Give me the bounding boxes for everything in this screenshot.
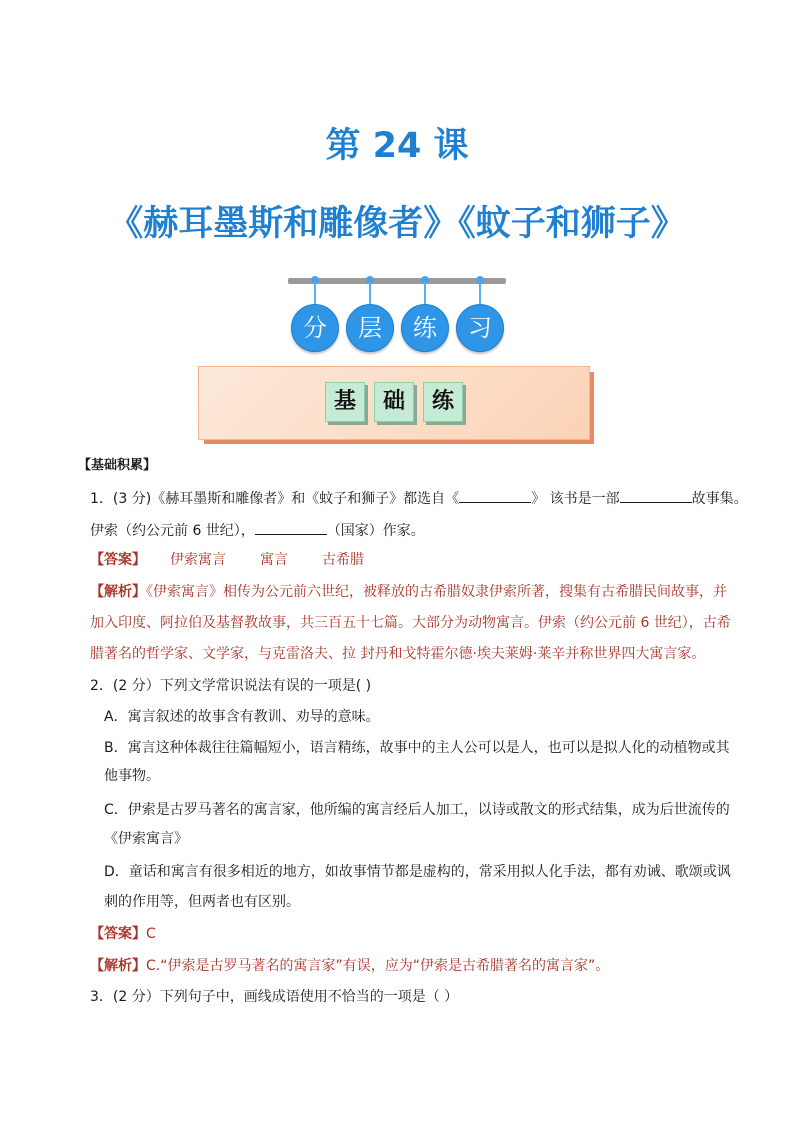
hanging-string bbox=[424, 282, 426, 304]
q2-option-b: B．寓言这种体裁往往篇幅短小，语言精练，故事中的主人公可以是人，也可以是拟人化的动植物或其 bbox=[104, 740, 730, 756]
q1-answer: 【答案】 伊索寓言 寓言 古希腊 bbox=[90, 552, 364, 568]
circle-char-lian: 练 bbox=[401, 304, 449, 352]
q2-option-d: D．童话和寓言有很多相近的地方，如故事情节都是虚构的，常采用拟人化手法，都有劝诫、歌颂或讽 bbox=[104, 864, 731, 880]
hanging-string bbox=[369, 282, 371, 304]
lesson-number: 第 24 课 bbox=[325, 126, 469, 166]
q2-option-c-cont: 《伊索寓言》 bbox=[104, 831, 188, 847]
banner-tile: 础 bbox=[374, 382, 414, 422]
q2-option-c: C．伊索是古罗马著名的寓言家，他所编的寓言经后人加工，以诗或散文的形式结集，成为后世流传的 bbox=[104, 802, 730, 818]
hanging-string bbox=[479, 282, 481, 304]
banner-tile: 基 bbox=[325, 382, 365, 422]
circle-char-ceng: 层 bbox=[346, 304, 394, 352]
lesson-title: 《赫耳墨斯和雕像者》《蚊子和狮子》 bbox=[108, 204, 686, 244]
hanging-string bbox=[314, 282, 316, 304]
q2-stem: 2．(2 分）下列文学常识说法有误的一项是( ) bbox=[90, 678, 372, 694]
q2-option-d-cont: 刺的作用等，但两者也有区别。 bbox=[104, 894, 300, 910]
circle-char-xi: 习 bbox=[456, 304, 504, 352]
q1-analysis-line3: 腊著名的哲学家、文学家，与克雷洛夫、拉 封丹和戈特霍尔德·埃夫莱姆·莱辛并称世界四大寓言家。 bbox=[90, 646, 706, 662]
banner-tile: 练 bbox=[423, 382, 463, 422]
q2-analysis: 【解析】C.“伊索是古罗马著名的寓言家”有误，应为“伊索是古希腊著名的寓言家”。 bbox=[90, 958, 610, 974]
q3-stem: 3．(2 分）下列句子中，画线成语使用不恰当的一项是（ ） bbox=[90, 989, 459, 1005]
q1-line2: 伊索（约公元前 6 世纪）， （国家）作家。 bbox=[90, 520, 425, 541]
q2-answer: 【答案】C bbox=[90, 926, 156, 942]
q1-line1: 1．(3 分)《赫耳墨斯和雕像者》和《蚊子和狮子》都选自《 》 该书是一部 故事集。 bbox=[90, 488, 748, 509]
hanging-bar bbox=[288, 278, 506, 284]
q2-option-a: A．寓言叙述的故事含有教训、劝导的意味。 bbox=[104, 709, 380, 725]
circle-char-fen: 分 bbox=[291, 304, 339, 352]
q1-analysis-line2: 加入印度、阿拉伯及基督教故事，共三百五十七篇。大部分为动物寓言。伊索（约公元前 6 世纪），古希 bbox=[90, 615, 731, 631]
q1-analysis-line1: 【解析】《伊索寓言》相传为公元前六世纪，被释放的古希腊奴隶伊索所著，搜集有古希腊民间故事，并 bbox=[90, 584, 727, 600]
q2-option-b-cont: 他事物。 bbox=[104, 768, 160, 784]
section-label: 【基础积累】 bbox=[78, 458, 157, 473]
